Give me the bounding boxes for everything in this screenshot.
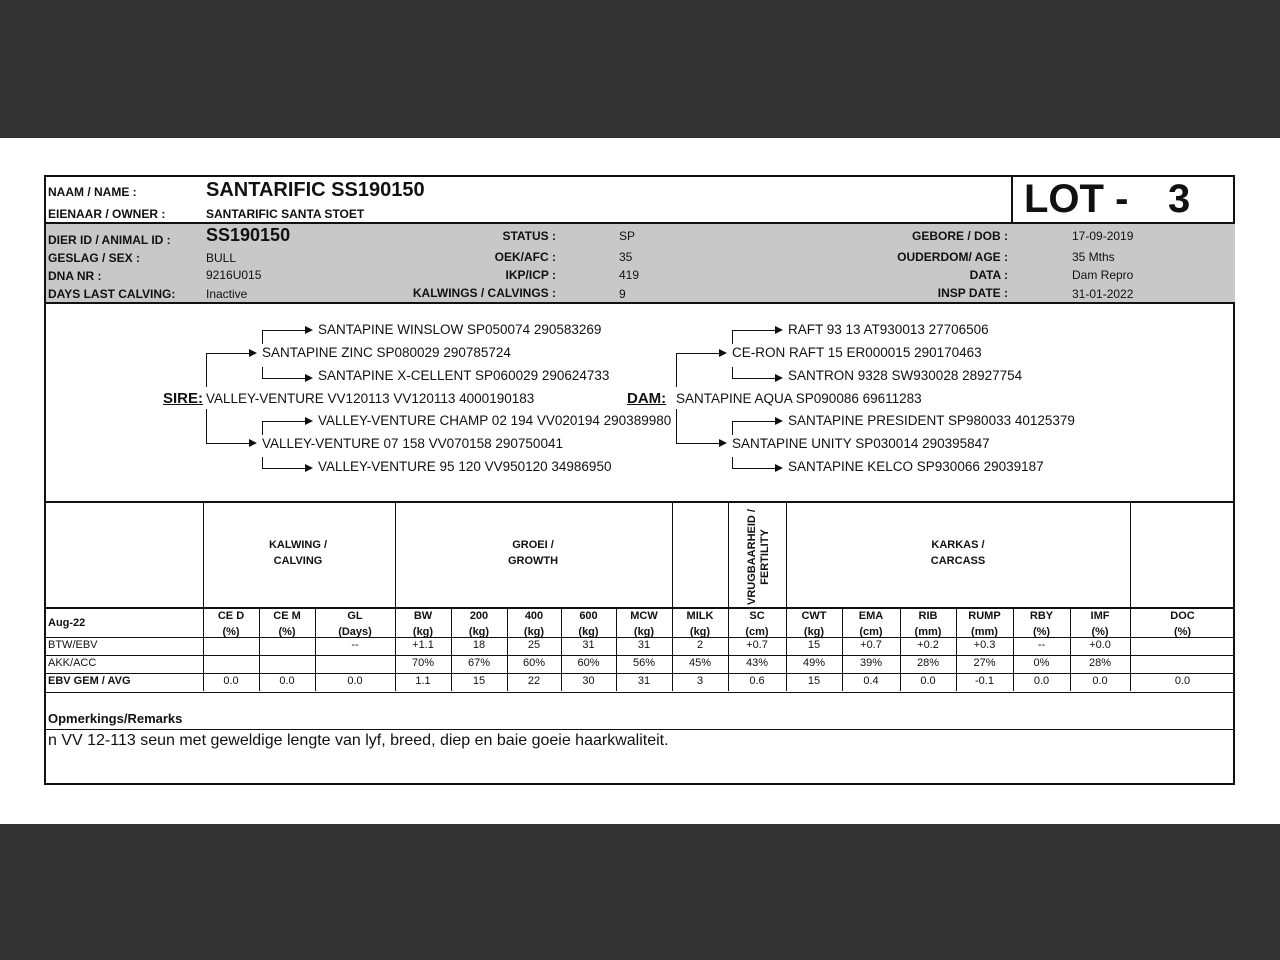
name-label: NAAM / NAME : — [48, 185, 137, 199]
status-value: SP — [619, 229, 636, 243]
table-cell: 0.0 — [1092, 675, 1108, 687]
table-cell: +0.7 — [746, 639, 768, 651]
table-cell: +0.2 — [917, 639, 939, 651]
sire: VALLEY-VENTURE VV120113 VV120113 4000190183 — [206, 391, 535, 406]
table-cell: 15 — [807, 639, 821, 651]
table-cell: 0% — [1033, 657, 1050, 669]
table-cell: 28% — [1088, 657, 1112, 669]
table-cell: 0.6 — [749, 675, 765, 687]
table-cell: 31 — [637, 639, 651, 651]
lot-divider — [1011, 177, 1013, 223]
table-cell: -- — [1037, 639, 1046, 651]
lot-label: LOT - — [1024, 177, 1129, 221]
data-label: DATA : — [969, 268, 1008, 282]
owner-label: EIENAAR / OWNER : — [48, 207, 166, 221]
table-cell: 31 — [637, 675, 651, 687]
sire-sire-dam: SANTAPINE X-CELLENT SP060029 290624733 — [318, 368, 610, 383]
table-cell: 15 — [807, 675, 821, 687]
table-cell: 56% — [632, 657, 656, 669]
sire-sire: SANTAPINE ZINC SP080029 290785724 — [262, 345, 511, 360]
remarks-text: n VV 12-113 seun met geweldige lengte van lyf, breed, diep en baie goeie haarkwaliteit. — [48, 732, 669, 749]
sire-sire-sire: SANTAPINE WINSLOW SP050074 290583269 — [318, 322, 602, 337]
table-cell: 3 — [696, 675, 704, 687]
dam: SANTAPINE AQUA SP090086 69611283 — [676, 391, 922, 406]
dam-label: DAM: — [627, 390, 667, 407]
col-header-milk: MILK (kg) — [686, 610, 714, 638]
animal-id-label: DIER ID / ANIMAL ID : — [48, 233, 171, 247]
dam-sire-sire: RAFT 93 13 AT930013 27706506 — [788, 322, 989, 337]
row-label: EBV GEM / AVG — [48, 675, 131, 687]
animal-id-value: SS190150 — [206, 225, 291, 245]
table-cell: -- — [351, 639, 359, 651]
sex-label: GESLAG / SEX : — [48, 251, 141, 265]
dam-dam-dam: SANTAPINE KELCO SP930066 29039187 — [788, 459, 1044, 474]
insp-date-value: 31-01-2022 — [1072, 287, 1134, 301]
lot-card — [44, 175, 1235, 785]
group-carcass: KARKAS / CARCASS — [930, 539, 986, 567]
calvings-label: KALWINGS / CALVINGS : — [412, 286, 556, 300]
table-cell: 45% — [688, 657, 712, 669]
age-label: OUDERDOM/ AGE : — [897, 250, 1008, 264]
group-growth: GROEI / GROWTH — [507, 539, 559, 567]
dam-dam: SANTAPINE UNITY SP030014 290395847 — [732, 436, 990, 451]
col-header-rump: RUMP (mm) — [968, 610, 1001, 638]
days-label: DAYS LAST CALVING: — [48, 287, 176, 301]
remarks-label: Opmerkings/Remarks — [48, 711, 183, 726]
days-value: Inactive — [206, 287, 248, 301]
sire-dam-dam: VALLEY-VENTURE 95 120 VV950120 34986950 — [318, 459, 612, 474]
col-header-sc: SC (cm) — [745, 610, 769, 638]
row-label: BTW/EBV — [48, 639, 98, 651]
table-cell: 28% — [916, 657, 940, 669]
table-cell: 0.0 — [1033, 675, 1050, 687]
col-header-gl: GL (Days) — [338, 610, 372, 638]
sire-dam: VALLEY-VENTURE 07 158 VV070158 290750041 — [262, 436, 563, 451]
table-cell: -0.1 — [975, 675, 994, 687]
dob-value: 17-09-2019 — [1072, 229, 1134, 243]
group-fertility: VRUGBAARHEID / FERTILITY — [746, 509, 771, 605]
table-cell: +1.1 — [412, 639, 434, 651]
col-header-doc: DOC (%) — [1170, 610, 1195, 638]
table-cell: 43% — [745, 657, 769, 669]
data-value: Dam Repro — [1072, 268, 1134, 282]
col-header-bw: BW (kg) — [412, 610, 434, 638]
lot-number: 3 — [1168, 177, 1191, 221]
dob-label: GEBORE / DOB : — [911, 229, 1008, 243]
table-cell: 30 — [582, 675, 595, 687]
dam-sire-dam: SANTRON 9328 SW930028 28927754 — [788, 368, 1023, 383]
dam-sire: CE-RON RAFT 15 ER000015 290170463 — [732, 345, 982, 360]
calvings-value: 9 — [619, 287, 626, 301]
table-cell: 27% — [973, 657, 996, 669]
table-cell: 0.0 — [279, 675, 295, 687]
col-header-400: 400 (kg) — [523, 610, 545, 638]
top-dark-band — [0, 0, 1280, 138]
col-header-ce-m: CE M (%) — [273, 610, 301, 638]
table-cell: 1.1 — [415, 675, 431, 687]
table-cell: 39% — [859, 657, 883, 669]
owner-value: SANTARIFIC SANTA STOET — [206, 207, 365, 221]
dam-dam-sire: SANTAPINE PRESIDENT SP980033 40125379 — [788, 413, 1075, 428]
table-cell: +0.3 — [973, 639, 996, 651]
table-cell: 49% — [802, 657, 826, 669]
table-cell: 25 — [527, 639, 541, 651]
table-cell: 2 — [696, 639, 704, 651]
col-header-rby: RBY (%) — [1029, 610, 1054, 638]
dna-value: 9216U015 — [206, 268, 262, 282]
bottom-dark-band — [0, 824, 1280, 960]
table-cell: 67% — [467, 657, 491, 669]
dna-label: DNA NR : — [48, 269, 102, 283]
animal-name: SANTARIFIC SS190150 — [206, 179, 425, 201]
table-cell: 0.4 — [863, 675, 879, 687]
col-header-rib: RIB (mm) — [914, 610, 942, 638]
col-header-ema: EMA (cm) — [858, 610, 884, 638]
icp-value: 419 — [619, 268, 640, 282]
col-header-cwt: CWT (kg) — [801, 610, 827, 638]
afc-value: 35 — [619, 250, 633, 264]
col-header-ce-d: CE D (%) — [217, 610, 245, 638]
table-cell: 70% — [411, 657, 435, 669]
table-cell: 60% — [522, 657, 546, 669]
table-cell: 0.0 — [347, 675, 363, 687]
col-header-600: 600 (kg) — [578, 610, 599, 638]
sex-value: BULL — [206, 251, 237, 265]
table-cell: 18 — [472, 639, 486, 651]
table-cell: +0.7 — [860, 639, 882, 651]
table-cell: 15 — [472, 675, 486, 687]
table-cell: 60% — [577, 657, 600, 669]
table-cell: 0.0 — [1174, 675, 1191, 687]
status-label: STATUS : — [502, 229, 556, 243]
age-value: 35 Mths — [1072, 250, 1115, 264]
sire-dam-sire: VALLEY-VENTURE CHAMP 02 194 VV020194 290389980 — [318, 413, 672, 428]
table-cell: 22 — [527, 675, 541, 687]
group-calving: KALWING / CALVING — [268, 539, 328, 567]
period-label: Aug-22 — [48, 617, 86, 629]
row-label: AKK/ACC — [48, 657, 97, 669]
col-header-mcw: MCW (kg) — [630, 610, 658, 638]
insp-date-label: INSP DATE : — [937, 286, 1008, 300]
sire-label: SIRE: — [163, 390, 204, 407]
table-cell: 0.0 — [920, 675, 936, 687]
col-header-200: 200 (kg) — [468, 610, 490, 638]
icp-label: IKP/ICP : — [505, 268, 556, 282]
afc-label: OEK/AFC : — [494, 250, 556, 264]
table-cell: 31 — [582, 639, 595, 651]
table-cell: 0.0 — [223, 675, 239, 687]
table-cell: +0.0 — [1089, 639, 1111, 651]
col-header-imf: IMF (%) — [1090, 610, 1110, 638]
